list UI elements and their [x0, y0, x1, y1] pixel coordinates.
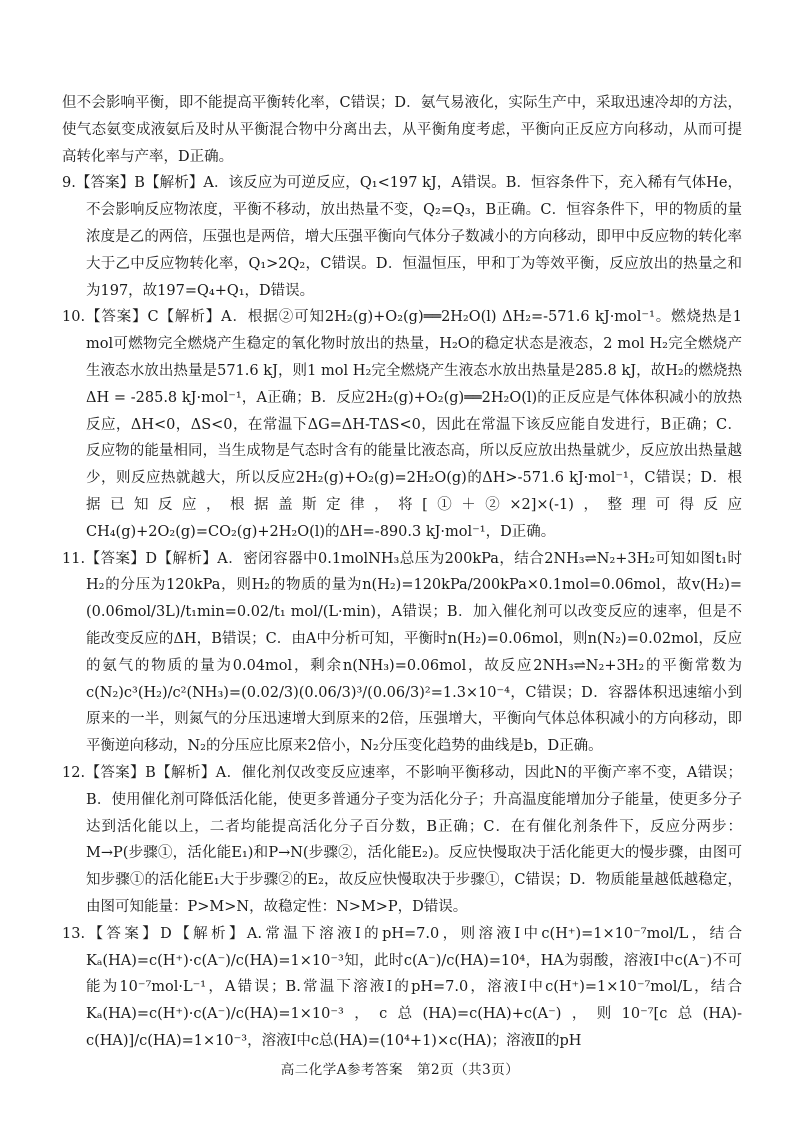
answer-q11-text: 11.【答案】D【解析】A．密闭容器中0.1molNH₃总压为200kPa，结合2NH₃⇌N₂+3H₂可知如图t₁时H₂的分压为120kPa，则H₂的物质的量为n(H₂)=120kPa/200kPa×0.1mol=0.06mol，故v(H₂)=(0.06mol/3L)/t₁min=0.02/t₁ mol/(L·min)，A错误；B．加入催化剂可以改变反应的速率，但是不能改变反应的ΔH，B错误；C．由A中分析可知，平衡时n(H₂)=0.06mol，则n(N₂)=0.02mol，反应的氨气的物质的量为0.04mol，剩余n(NH₃)=0.06mol，故反应2NH₃⇌N₂+3H₂的平衡常数为c(N₂)c³(H₂)/c²(NH₃)=(0.02/3)(0.06/3)³/(0.06/3)²=1.3×10⁻⁴，C错误；D．容器体积迅速缩小到原来的一半，则氮气的分压迅速增大到原来的2倍，压强增大，平衡向气体总体积减小的方向移动，即平衡逆向移动，N₂的分压应比原来2倍小，N₂分压变化趋势的曲线是b，D正确。 — [62, 550, 742, 755]
page-footer: 高二化学A参考答案 第2页（共3页） — [280, 1062, 520, 1078]
answer-q13-text: 13.【答案】D【解析】A.常温下溶液Ⅰ的pH=7.0，则溶液Ⅰ中c(H⁺)=1×10⁻⁷mol/L，结合Kₐ(HA)=c(H⁺)·c(A⁻)/c(HA)=1×10⁻³知，此时c(A⁻)/c(HA)=10⁴，HA为弱酸，溶液Ⅰ中c(A⁻)不可能为10⁻⁷mol·L⁻¹，A错误；B.常温下溶液Ⅰ的pH=7.0，溶液Ⅰ中c(H⁺)=1×10⁻⁷mol/L，结合Kₐ(HA)=c(H⁺)·c(A⁻)/c(HA)=1×10⁻³，c总(HA)=c(HA)+c(A⁻)，则10⁻⁷[c总(HA)-c(HA)]/c(HA)=1×10⁻³，溶液Ⅰ中c总(HA)=(10⁴+1)×c(HA)；溶液Ⅱ的pH — [62, 925, 742, 1049]
answer-q9 — [62, 170, 742, 304]
answer-q12 — [62, 760, 742, 921]
answer-q13 — [62, 921, 742, 1055]
answer-q9-text: 9.【答案】B【解析】A．该反应为可逆反应，Q₁<197 kJ，A错误。B．恒容条件下，充入稀有气体He，不会影响反应物浓度，平衡不移动，放出热量不变，Q₂=Q₃，B正确。C．恒容条件下，甲的物质的量浓度是乙的两倍，压强也是两倍，增大压强平衡向气体分子数减小的方向移动，即甲中反应物的转化率大于乙中反应物转化率，Q₁>2Q₂，C错误。D．恒温恒压，甲和丁为等效平衡，反应放出的热量之和为197，故197=Q₄+Q₁，D错误。 — [62, 175, 742, 299]
answer-q10 — [62, 304, 742, 545]
continued-paragraph: 但不会影响平衡，即不能提高平衡转化率，C错误；D．氨气易液化，实际生产中，采取迅速冷却的方法，使气态氨变成液氨后及时从平衡混合物中分离出去，从平衡角度考虑，平衡向正反应方向移动，从而可提高转化率与产率，D正确。 — [62, 95, 742, 165]
answer-q10-text: 10.【答案】C【解析】A．根据②可知2H₂(g)+O₂(g)══2H₂O(l) ΔH₂=-571.6 kJ·mol⁻¹。燃烧热是1 mol可燃物完全燃烧产生稳定的氧化物时放出的热量，H₂O的稳定状态是液态，2 mol H₂完全燃烧产生液态水放出热量是571.6 kJ，则1 mol H₂完全燃烧产生液态水放出热量是285.8 kJ，故H₂的燃烧热ΔH = -285.8 kJ·mol⁻¹，A正确；B．反应2H₂(g)+O₂(g)══2H₂O(l)的正反应是气体体积减小的放热反应，ΔH<0，ΔS<0，在常温下ΔG=ΔH-TΔS<0，因此在常温下该反应能自发进行，B正确；C．反应物的能量相同，当生成物是气态时含有的能量比液态高，所以反应放出热量就少，反应放出热量越少，则反应热就越大，所以反应2H₂(g)+O₂(g)=2H₂O(g)的ΔH>-571.6 kJ·mol⁻¹，C错误；D．根据已知反应，根据盖斯定律，将[①＋②×2]×(-1)，整理可得反应CH₄(g)+2O₂(g)=CO₂(g)+2H₂O(l)的ΔH=-890.3 kJ·mol⁻¹，D正确。 — [62, 309, 742, 540]
answer-q12-text: 12.【答案】B【解析】A．催化剂仅改变反应速率，不影响平衡移动，因此N的平衡产率不变，A错误；B．使用催化剂可降低活化能，使更多普通分子变为活化分子；升高温度能增加分子能量，使更多分子达到活化能以上，二者均能提高活化分子百分数，B正确；C．在有催化剂条件下，反应分两步：M→P(步骤①，活化能E₁)和P→N(步骤②，活化能E₂)。反应快慢取决于活化能更大的慢步骤，由图可知步骤①的活化能E₁大于步骤②的E₂，故反应快慢取决于步骤①，C错误；D．物质能量越低越稳定，由图可知能量：P>M>N，故稳定性：N>M>P，D错误。 — [62, 764, 742, 915]
answer-q11 — [62, 546, 742, 760]
page-body — [62, 90, 742, 1055]
